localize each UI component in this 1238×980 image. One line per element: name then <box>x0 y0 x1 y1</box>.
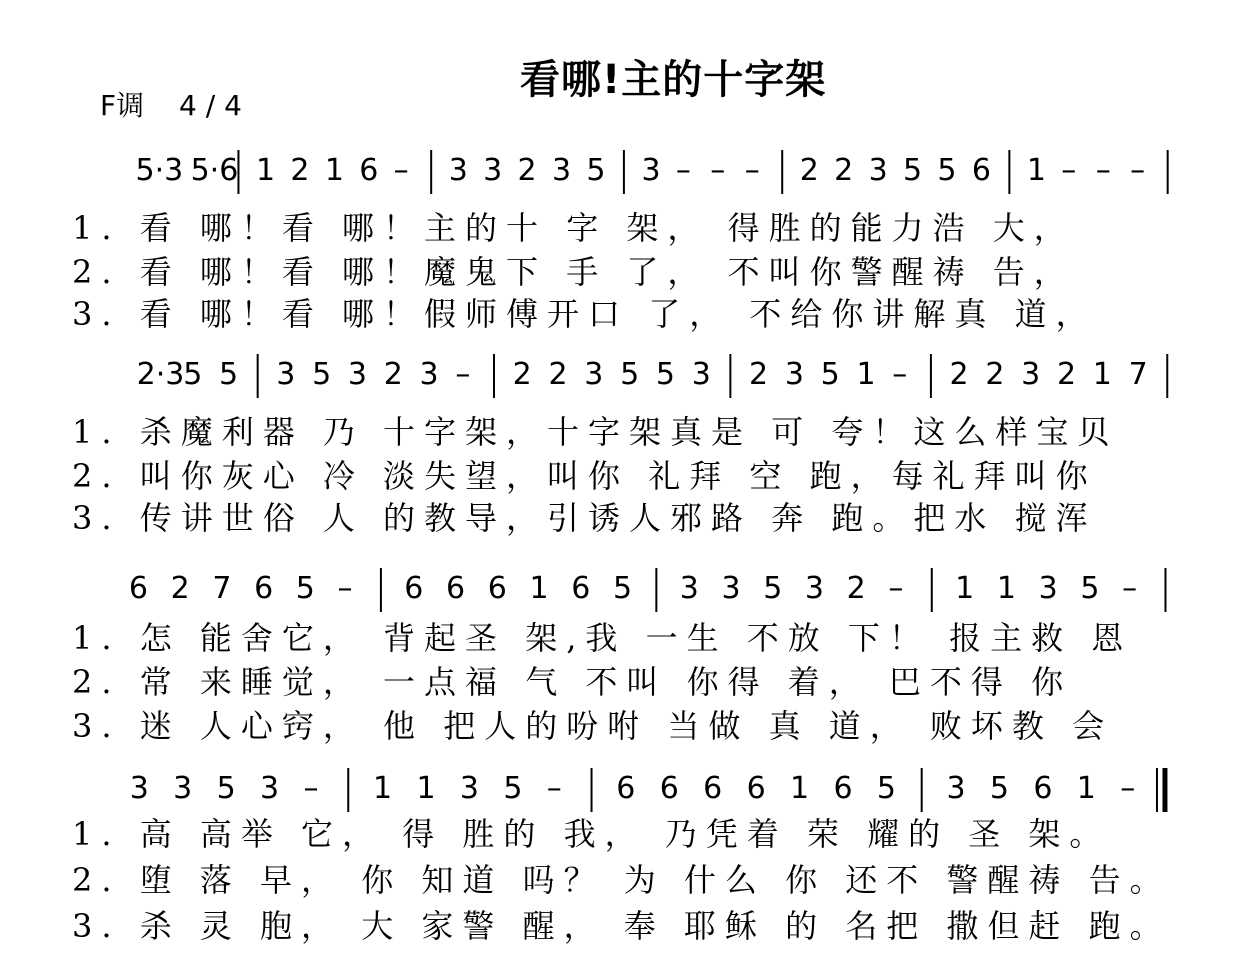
note: 1 <box>1092 357 1112 392</box>
dash: – <box>455 357 471 392</box>
note: 5·6 <box>190 153 239 188</box>
time-signature: 4 / 4 <box>179 89 242 122</box>
note: 6 <box>1033 771 1053 806</box>
note: 5 <box>763 571 783 606</box>
note: 5 <box>216 771 236 806</box>
note: 3 <box>679 571 699 606</box>
note: 2·3 <box>136 357 185 392</box>
lyric-line-verse-1: 1. 杀魔利器 乃 十字架，十字架真是 可 夸！这么样宝贝 <box>72 413 1119 451</box>
lyric-line-verse-1: 1. 高 高举 它， 得 胜的 我， 乃凭着 荣 耀的 圣 架。 <box>72 815 1111 853</box>
note: 5 <box>183 357 203 392</box>
note: 5 <box>586 153 606 188</box>
note: 5 <box>503 771 523 806</box>
note: 5 <box>612 571 633 606</box>
note: 5 <box>1080 571 1100 606</box>
note: 2 <box>512 357 532 392</box>
lyric-line-verse-3: 3. 传讲世俗 人 的教导，引诱人邪路 奔 跑。把水 搅浑 <box>72 499 1097 537</box>
note: 5 <box>219 357 239 392</box>
note: 3 <box>347 357 368 392</box>
note: 2 <box>799 153 819 188</box>
note: 1 <box>1076 771 1096 806</box>
note: 1 <box>856 357 876 392</box>
note: 1 <box>416 771 436 806</box>
note: 3 <box>691 357 711 392</box>
note: 3 <box>459 771 479 806</box>
lyric-line-verse-1: 1. 怎 能舍它， 背起圣 架,我 一生 不放 下！ 报主救 恩 <box>72 619 1133 657</box>
note: 6 <box>571 571 591 606</box>
note: 6 <box>254 571 274 606</box>
note: 5 <box>989 771 1009 806</box>
note: 6 <box>404 571 424 606</box>
dash: – <box>1061 153 1077 188</box>
note: 6 <box>128 571 148 606</box>
note: 7 <box>212 571 232 606</box>
note: 6 <box>703 771 723 806</box>
note: 5 <box>937 153 957 188</box>
lyric-line-verse-2: 2. 堕 落 早， 你 知道 吗？ 为 什么 你 还不 警醒祷 告。 <box>72 861 1171 899</box>
note: 6 <box>446 571 466 606</box>
note: 1 <box>324 153 344 188</box>
dash: – <box>303 771 319 806</box>
note: 3 <box>868 153 888 188</box>
note: 6 <box>487 571 507 606</box>
note: 2 <box>846 571 866 606</box>
note: 2 <box>290 153 310 188</box>
note: 6 <box>659 771 679 806</box>
note: 3 <box>551 153 572 188</box>
note: 3 <box>483 153 503 188</box>
note: 1 <box>790 771 810 806</box>
note: 3 <box>721 571 741 606</box>
note: 3 <box>784 357 804 392</box>
note: 5 <box>312 357 332 392</box>
note: 6 <box>971 153 991 188</box>
note: 2 <box>517 153 537 188</box>
note: 2 <box>170 571 190 606</box>
note: 3 <box>173 771 193 806</box>
note: 1 <box>996 571 1016 606</box>
lyric-line-verse-2: 2. 叫你灰心 冷 淡失望，叫你 礼拜 空 跑，每礼拜叫你 <box>72 457 1097 495</box>
note: 3 <box>1021 357 1041 392</box>
dash: – <box>1122 571 1138 606</box>
note: 3 <box>584 357 604 392</box>
note: 5 <box>295 571 315 606</box>
note: 1 <box>373 771 393 806</box>
dash: – <box>888 571 904 606</box>
key-signature-line <box>100 84 268 124</box>
note: 2 <box>749 357 769 392</box>
note: 3 <box>641 153 661 188</box>
note: 5 <box>655 357 675 392</box>
dash: – <box>1120 771 1136 806</box>
note: 2 <box>985 357 1005 392</box>
note: 5 <box>620 357 640 392</box>
lyric-line-verse-3: 3. 杀 灵 胞， 大 家警 醒， 奉 耶稣 的 名把 撒但赶 跑。 <box>72 907 1171 945</box>
note: 6 <box>746 771 766 806</box>
dash: – <box>337 571 353 606</box>
note: 3 <box>448 153 468 188</box>
dash: – <box>393 153 409 188</box>
note: 2 <box>383 357 403 392</box>
score-system-3 <box>0 558 1238 758</box>
lyric-line-verse-1: 1. 看 哪！看 哪！主的十 字 架， 得胜的能力浩 大， <box>72 209 1075 247</box>
note: 5 <box>903 153 923 188</box>
note: 7 <box>1128 357 1148 392</box>
note: 2 <box>1056 357 1077 392</box>
note: 5 <box>876 771 897 806</box>
note: 3 <box>276 357 296 392</box>
dash: – <box>710 153 726 188</box>
note: 3 <box>260 771 280 806</box>
score-system-2 <box>0 344 1238 544</box>
score-system-1 <box>0 140 1238 340</box>
note: 1 <box>529 571 549 606</box>
dash: – <box>675 153 691 188</box>
note: 2 <box>834 153 854 188</box>
note: 3 <box>419 357 439 392</box>
key-signature: F调 <box>100 89 145 122</box>
lyric-line-verse-3: 3. 迷 人心窍， 他 把人的吩咐 当做 真 道， 败坏教 会 <box>72 707 1114 745</box>
dash: – <box>1095 153 1111 188</box>
dash: – <box>892 357 908 392</box>
note: 3 <box>1038 571 1058 606</box>
note: 6 <box>833 771 853 806</box>
note: 3 <box>804 571 825 606</box>
note: 3 <box>946 771 966 806</box>
lyric-line-verse-3: 3. 看 哪！看 哪！假师傅开口 了， 不给你讲解真 道， <box>72 295 1097 333</box>
note: 2 <box>548 357 568 392</box>
score-system-4 <box>0 758 1238 958</box>
note: 3 <box>129 771 149 806</box>
page-title: 看哪!主的十字架 <box>520 57 827 103</box>
lyric-line-verse-2: 2. 看 哪！看 哪！魔鬼下 手 了， 不叫你警醒祷 告， <box>72 253 1075 291</box>
note: 5 <box>820 357 840 392</box>
dash: – <box>744 153 760 188</box>
note: 6 <box>616 771 636 806</box>
note: 5·3 <box>135 153 184 188</box>
lyric-line-verse-2: 2. 常 来睡觉， 一点福 气 不叫 你得 着， 巴不得 你 <box>72 663 1073 701</box>
note: 1 <box>955 571 975 606</box>
dash: – <box>1130 153 1146 188</box>
note: 2 <box>949 357 969 392</box>
note: 6 <box>359 153 379 188</box>
note: 1 <box>255 153 276 188</box>
note: 1 <box>1026 153 1046 188</box>
dash: – <box>546 771 562 806</box>
